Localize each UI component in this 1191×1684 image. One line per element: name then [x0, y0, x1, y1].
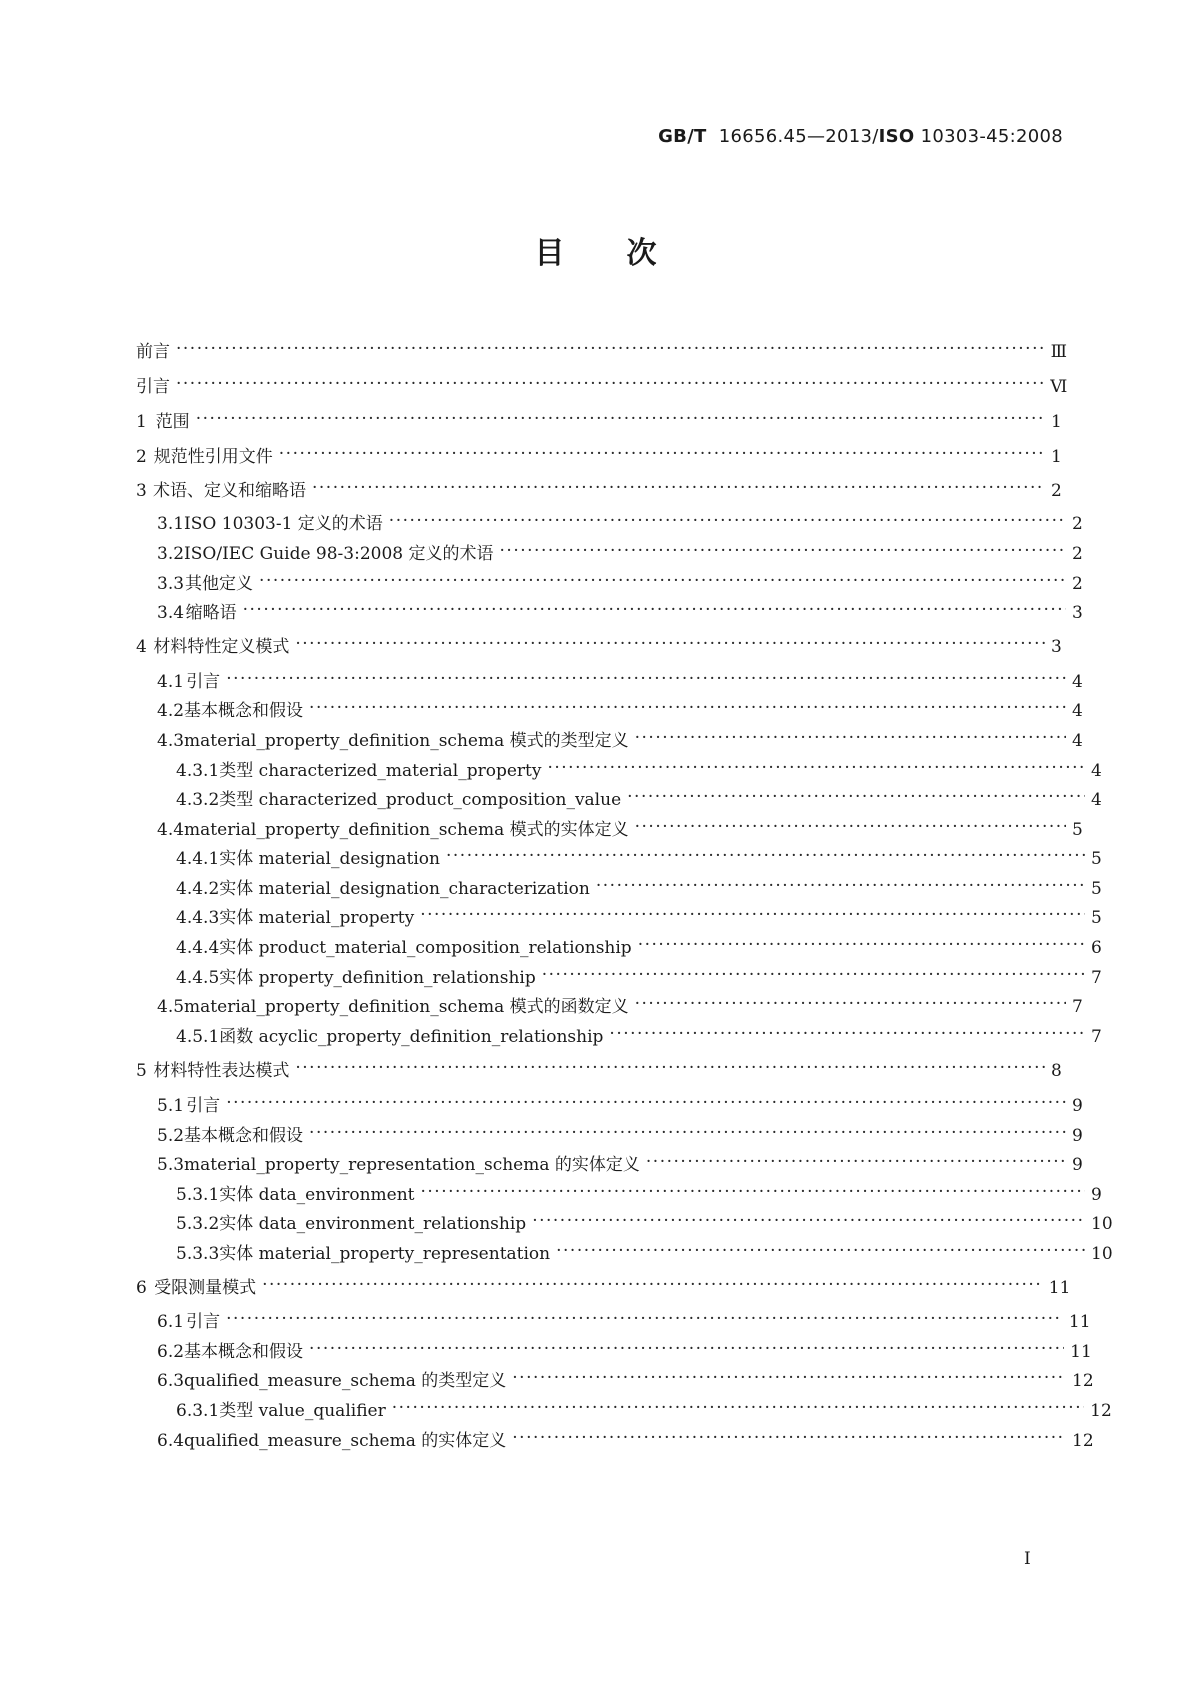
toc-entry-title: material_property_representation_schema 的实体定义 [184, 1155, 640, 1175]
toc-entry[interactable] [136, 506, 1082, 534]
toc-leader-dots [226, 669, 1066, 689]
toc-leader-dots [646, 1152, 1066, 1172]
toc-entry-page: 7 [1091, 1027, 1102, 1047]
toc-entry-page: 5 [1091, 849, 1102, 869]
toc-leader-dots [556, 1241, 1085, 1261]
toc-entry-title: material_property_definition_schema 模式的函数定义 [184, 997, 629, 1017]
toc-entry[interactable] [136, 723, 1082, 751]
toc-leader-dots [638, 935, 1085, 955]
header-std-number: 16656.45—2013/ [718, 126, 879, 147]
toc-leader-dots [420, 905, 1085, 925]
toc-leader-dots [446, 846, 1085, 866]
toc-entry[interactable] [136, 1053, 1061, 1081]
header-iso-number: 10303-45:2008 [920, 126, 1063, 147]
toc-entry-title: 范围 [155, 412, 190, 432]
toc-entry-number: 6.3.1 [176, 1401, 220, 1421]
toc-entry[interactable] [136, 566, 1082, 594]
toc-entry-title: 规范性引用文件 [153, 447, 273, 467]
toc-entry[interactable] [136, 782, 1101, 810]
toc-entry-title: 基本概念和假设 [184, 1342, 304, 1362]
toc-entry-title: ISO 10303-1 定义的术语 [184, 514, 383, 534]
toc-entry[interactable] [136, 473, 1061, 501]
toc-entry[interactable] [136, 1118, 1082, 1146]
toc-entry-page: 5 [1091, 908, 1102, 928]
toc-entry-number: 4 [136, 637, 147, 657]
toc-entry-number: 3.4 [157, 603, 185, 623]
toc-entry-number: 6 [136, 1278, 147, 1298]
toc-entry-number: 6.2 [157, 1342, 185, 1362]
toc-entry-title: 类型 value_qualifier [219, 1401, 386, 1421]
toc-entry[interactable] [136, 334, 1068, 362]
toc-entry-page: 7 [1072, 997, 1083, 1017]
toc-leader-dots [420, 1182, 1085, 1202]
toc-entry-title: 类型 characterized_product_composition_value [219, 790, 622, 810]
toc-leader-dots [389, 511, 1066, 531]
toc-entry-page: 4 [1072, 731, 1083, 751]
toc-leader-dots [512, 1428, 1066, 1448]
toc-entry-title: 前言 [136, 342, 170, 362]
toc-entry[interactable] [136, 1334, 1092, 1362]
toc-entry-page: 9 [1072, 1155, 1083, 1175]
toc-entry-title: 实体 product_material_composition_relationship [219, 938, 632, 958]
toc-leader-dots [259, 571, 1066, 591]
toc-entry-number: 4.4.2 [176, 879, 220, 899]
toc-entry[interactable] [136, 369, 1068, 397]
toc-leader-dots [295, 1058, 1045, 1078]
toc-leader-dots [512, 1368, 1066, 1388]
toc-entry[interactable] [136, 1088, 1082, 1116]
toc-entry-title: 基本概念和假设 [184, 1126, 304, 1146]
toc-entry-number: 5.1 [157, 1096, 185, 1116]
toc-leader-dots [596, 876, 1085, 896]
toc-entry-number: 5.2 [157, 1126, 185, 1146]
toc-entry-number: 6.1 [157, 1312, 185, 1332]
toc-entry[interactable] [136, 629, 1061, 657]
toc-entry-number: 4.3.1 [176, 761, 220, 781]
toc-entry[interactable] [136, 1147, 1082, 1175]
toc-entry-title: 实体 material_property_representation [219, 1244, 551, 1264]
toc-entry[interactable] [136, 595, 1082, 623]
toc-entry-page: 3 [1072, 603, 1083, 623]
toc-leader-dots [312, 478, 1045, 498]
toc-entry[interactable] [136, 871, 1101, 899]
toc-leader-dots [532, 1211, 1085, 1231]
toc-entry-title: 引言 [186, 1096, 221, 1116]
toc-entry-number: 4.4.4 [176, 938, 220, 958]
toc-entry-number: 1 [136, 412, 147, 432]
page-title: 目次 [534, 236, 719, 271]
toc-entry[interactable] [136, 1019, 1101, 1047]
toc-entry-number: 4.2 [157, 701, 185, 721]
toc-entry-title: 引言 [186, 672, 221, 692]
toc-entry-title: material_property_definition_schema 模式的类型定义 [184, 731, 629, 751]
toc-entry-page: 12 [1072, 1431, 1094, 1451]
toc-leader-dots [226, 1093, 1066, 1113]
toc-entry-number: 4.3 [157, 731, 185, 751]
toc-leader-dots [309, 698, 1066, 718]
toc-entry[interactable] [136, 664, 1082, 692]
toc-entry-title: 类型 characterized_material_property [219, 761, 542, 781]
toc-entry-title: 实体 property_definition_relationship [219, 968, 536, 988]
toc-entry-number: 4.1 [157, 672, 185, 692]
header-std-code: GB/T [658, 126, 707, 147]
toc-entry-title: 材料特性定义模式 [153, 637, 290, 657]
toc-entry-number: 4.4.1 [176, 849, 220, 869]
toc-entry[interactable] [136, 1177, 1101, 1205]
toc-leader-dots [635, 817, 1066, 837]
toc-entry-number: 3 [136, 481, 147, 501]
toc-entry-page: 11 [1068, 1312, 1091, 1332]
toc-entry-title: 材料特性表达模式 [153, 1061, 290, 1081]
toc-leader-dots [392, 1398, 1084, 1418]
toc-entry-number: 4.5 [157, 997, 185, 1017]
toc-entry-page: Ⅲ [1050, 342, 1068, 362]
toc-leader-dots [196, 409, 1045, 429]
toc-entry-page: 6 [1091, 938, 1102, 958]
toc-entry-title: 基本概念和假设 [184, 701, 304, 721]
toc-entry-title: 受限测量模式 [154, 1278, 257, 1298]
toc-entry-page: 8 [1051, 1061, 1062, 1081]
toc-entry-number: 4.4 [157, 820, 185, 840]
toc-entry-title: 函数 acyclic_property_definition_relationship [219, 1027, 604, 1047]
toc-entry-page: 9 [1072, 1096, 1083, 1116]
toc-entry[interactable] [136, 900, 1101, 928]
toc-entry-number: 4.5.1 [176, 1027, 220, 1047]
toc-leader-dots [176, 374, 1044, 394]
header-iso-code: ISO [878, 126, 915, 147]
toc-entry-page: 4 [1072, 701, 1083, 721]
toc-leader-dots [309, 1339, 1064, 1359]
toc-entry-number: 4.3.2 [176, 790, 220, 810]
toc-entry-number: 5.3.3 [176, 1244, 220, 1264]
toc-entry[interactable] [136, 1393, 1112, 1421]
toc-entry[interactable] [136, 536, 1082, 564]
page-number: I [1024, 1549, 1031, 1569]
toc-leader-dots [262, 1275, 1043, 1295]
toc-leader-dots [500, 541, 1066, 561]
toc-entry-page: 11 [1070, 1342, 1092, 1362]
toc-leader-dots [547, 758, 1085, 778]
toc-entry-number: 4.4.5 [176, 968, 220, 988]
toc-entry-number: 6.4 [157, 1431, 185, 1451]
toc-entry-page: 1 [1051, 412, 1062, 432]
toc-entry-title: 实体 data_environment [219, 1185, 415, 1205]
toc-entry-number: 3.2 [157, 544, 185, 564]
toc-entry-page: 2 [1072, 544, 1083, 564]
toc-leader-dots [542, 965, 1085, 985]
toc-entry-title: 实体 material_property [219, 908, 415, 928]
toc-entry[interactable] [136, 812, 1082, 840]
toc-entry-title: 术语、定义和缩略语 [152, 481, 306, 501]
toc-leader-dots [243, 600, 1066, 620]
toc-entry-number: 2 [136, 447, 147, 467]
toc-leader-dots [279, 444, 1045, 464]
toc-entry-page: 9 [1072, 1126, 1083, 1146]
toc-entry[interactable] [136, 1206, 1113, 1234]
toc-entry-page: 2 [1072, 574, 1083, 594]
toc-entry-title: 实体 material_designation_characterization [219, 879, 590, 899]
toc-entry-page: 9 [1091, 1185, 1102, 1205]
toc-entry[interactable] [136, 960, 1101, 988]
toc-entry-title: 引言 [136, 377, 170, 397]
toc-entry[interactable] [136, 753, 1101, 781]
toc-entry-page: 12 [1072, 1371, 1094, 1391]
toc-entry[interactable] [136, 1423, 1094, 1451]
toc-entry-page: 2 [1072, 514, 1083, 534]
toc-entry-page: 5 [1072, 820, 1083, 840]
toc-entry-title: material_property_definition_schema 模式的实体定义 [184, 820, 629, 840]
toc-entry-number: 4.4.3 [176, 908, 220, 928]
toc-entry-page: Ⅵ [1050, 377, 1068, 397]
toc-entry[interactable] [136, 1270, 1071, 1298]
toc-leader-dots [609, 1024, 1085, 1044]
toc-entry-title: qualified_measure_schema 的类型定义 [184, 1371, 507, 1391]
toc-entry[interactable] [136, 930, 1101, 958]
toc-entry-page: 10 [1091, 1244, 1113, 1264]
toc-leader-dots [635, 728, 1066, 748]
toc-entry[interactable] [136, 404, 1061, 432]
toc-entry-number: 6.3 [157, 1371, 185, 1391]
toc-leader-dots [176, 339, 1045, 359]
toc-entry-title: ISO/IEC Guide 98-3:2008 定义的术语 [184, 544, 494, 564]
toc-leader-dots [627, 787, 1085, 807]
toc-entry-number: 3.1 [157, 514, 185, 534]
toc-entry-title: 实体 data_environment_relationship [219, 1214, 527, 1234]
toc-entry[interactable] [136, 1363, 1094, 1391]
toc-entry-number: 5 [136, 1061, 147, 1081]
toc-entry-page: 2 [1051, 481, 1062, 501]
toc-entry[interactable] [136, 439, 1061, 467]
toc-entry-number: 5.3.2 [176, 1214, 220, 1234]
toc-entry-title: 缩略语 [185, 603, 237, 623]
toc-leader-dots [226, 1309, 1063, 1329]
toc-entry-number: 5.3.1 [176, 1185, 220, 1205]
standard-header [658, 126, 1063, 147]
toc-entry[interactable] [136, 693, 1082, 721]
toc-entry-title: 实体 material_designation [219, 849, 440, 869]
toc-entry-page: 5 [1091, 879, 1102, 899]
toc-leader-dots [309, 1123, 1066, 1143]
toc-entry-number: 5.3 [157, 1155, 185, 1175]
toc-entry[interactable] [136, 1236, 1113, 1264]
toc-leader-dots [295, 634, 1045, 654]
toc-entry-title: 其他定义 [185, 574, 254, 594]
toc-entry-page: 3 [1051, 637, 1062, 657]
toc-entry[interactable] [136, 1304, 1091, 1332]
toc-entry-page: 4 [1072, 672, 1083, 692]
toc-entry-page: 1 [1051, 447, 1062, 467]
toc-entry-title: 引言 [186, 1312, 221, 1332]
toc-entry[interactable] [136, 989, 1082, 1017]
toc-entry[interactable] [136, 841, 1101, 869]
toc-entry-number: 3.3 [157, 574, 185, 594]
toc-entry-page: 12 [1090, 1401, 1112, 1421]
toc-entry-page: 4 [1091, 790, 1102, 810]
toc-entry-page: 4 [1091, 761, 1102, 781]
toc-entry-page: 7 [1091, 968, 1102, 988]
toc-entry-title: qualified_measure_schema 的实体定义 [184, 1431, 507, 1451]
toc-entry-page: 10 [1091, 1214, 1113, 1234]
toc-leader-dots [635, 994, 1066, 1014]
toc-entry-page: 11 [1048, 1278, 1071, 1298]
